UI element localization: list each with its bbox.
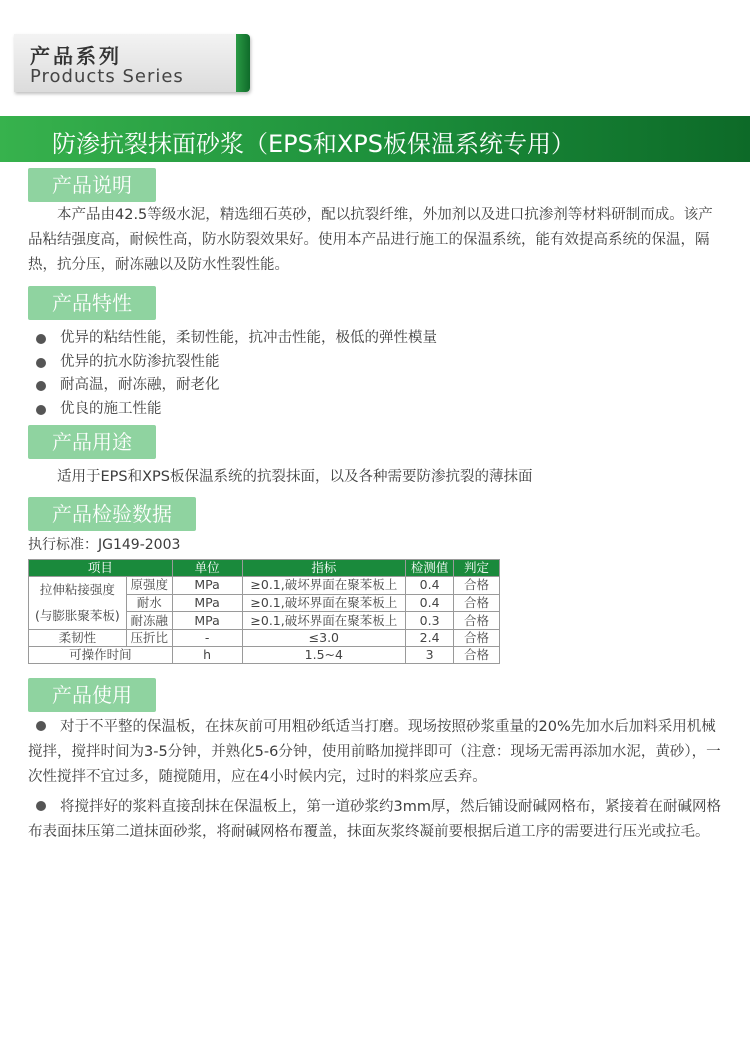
- series-title-en: Products Series: [30, 66, 184, 87]
- feature-text: 优异的粘结性能，柔韧性能，抗冲击性能，极低的弹性模量: [60, 330, 437, 346]
- feature-item: [36, 398, 726, 422]
- table-header-row: [29, 560, 500, 577]
- section-tag-features: 产品特性: [28, 286, 156, 320]
- group-label-a: 拉伸粘接强度: [39, 582, 115, 597]
- sub-item: 耐冻融: [126, 612, 172, 630]
- workable-label: 可操作时间: [29, 647, 173, 664]
- col-header-spec: 指标: [242, 560, 406, 577]
- bullet-icon: [36, 405, 46, 415]
- result-cell: 合格: [454, 612, 500, 630]
- inspection-table: [28, 559, 500, 664]
- feature-item: [36, 351, 726, 375]
- unit-cell: MPa: [172, 612, 242, 630]
- features-list: [36, 327, 726, 421]
- sub-item: 耐水: [126, 594, 172, 612]
- result-cell: 合格: [454, 594, 500, 612]
- result-cell: 合格: [454, 577, 500, 595]
- col-header-item: 项目: [29, 560, 173, 577]
- spec-cell: ≥0.1,破坏界面在聚苯板上: [242, 612, 406, 630]
- series-header: [14, 34, 250, 92]
- unit-cell: h: [172, 647, 242, 664]
- flex-label: 柔韧性: [29, 630, 127, 647]
- usage-text: 将搅拌好的浆料直接刮抹在保温板上，第一道砂浆约3mm厚，然后铺设耐碱网格布，紧接着在耐碱网格布表面抹压第二道抹面砂浆，将耐碱网格布覆盖，抹面灰浆终凝前要根据后道工序的需要进行压光或拉毛。: [28, 799, 721, 840]
- feature-item: [36, 327, 726, 351]
- result-cell: 合格: [454, 630, 500, 647]
- section-tag-application: 产品用途: [28, 425, 156, 459]
- value-cell: 3: [406, 647, 454, 664]
- spec-cell: 1.5~4: [242, 647, 406, 664]
- col-header-result: 判定: [454, 560, 500, 577]
- usage-text: 对于不平整的保温板，在抹灰前可用粗砂纸适当打磨。现场按照砂浆重量的20%先加水后加料采用机械搅拌，搅拌时间为3-5分钟，并熟化5-6分钟，使用前略加搅拌即可（注意：现场无需再添加水泥，黄砂），一次性搅拌不宜过多，随搅随用，应在4小时候内完，过时的料浆应丢弃。: [28, 719, 721, 785]
- spec-cell: ≥0.1,破坏界面在聚苯板上: [242, 577, 406, 595]
- table-row: [29, 630, 500, 647]
- section-tag-description: 产品说明: [28, 168, 156, 202]
- product-banner: [0, 116, 750, 162]
- table-row: [29, 577, 500, 595]
- description-text: 本产品由42.5等级水泥，精选细石英砂，配以抗裂纤维，外加剂以及进口抗渗剂等材料研制而成。该产品粘结强度高，耐候性高，防水防裂效果好。使用本产品进行施工的保温系统，能有效提高系统的保温，隔热，抗分压，耐冻融以及防水性裂性能。: [28, 207, 713, 273]
- unit-cell: MPa: [172, 594, 242, 612]
- usage-item: [28, 715, 722, 790]
- sub-item: 原强度: [126, 577, 172, 595]
- feature-text: 优异的抗水防渗抗裂性能: [60, 353, 220, 370]
- spec-cell: ≥0.1,破坏界面在聚苯板上: [242, 594, 406, 612]
- application-text: 适用于EPS和XPS板保温系统的抗裂抹面，以及各种需要防渗抗裂的薄抹面: [57, 469, 533, 485]
- sub-item: 压折比: [126, 630, 172, 647]
- col-header-unit: 单位: [172, 560, 242, 577]
- bullet-icon: [36, 334, 46, 344]
- value-cell: 0.3: [406, 612, 454, 630]
- bullet-icon: [36, 358, 46, 368]
- feature-text: 耐高温，耐冻融，耐老化: [60, 377, 220, 393]
- bullet-icon: [36, 721, 46, 731]
- group-label-cell: [29, 577, 127, 630]
- bullet-icon: [36, 381, 46, 391]
- feature-item: [36, 374, 726, 398]
- unit-cell: MPa: [172, 577, 242, 595]
- value-cell: 0.4: [406, 577, 454, 595]
- spec-cell: ≤3.0: [242, 630, 406, 647]
- standard-text: 执行标准：JG149-2003: [28, 537, 181, 553]
- section-tag-inspection: 产品检验数据: [28, 497, 196, 531]
- product-title: 防渗抗裂抹面砂浆（EPS和XPS板保温系统专用）: [52, 130, 576, 158]
- section-tag-usage: 产品使用: [28, 678, 156, 712]
- bullet-icon: [36, 801, 46, 811]
- table-row: [29, 647, 500, 664]
- group-label-b: (与膨胀聚苯板): [35, 608, 120, 623]
- value-cell: 2.4: [406, 630, 454, 647]
- value-cell: 0.4: [406, 594, 454, 612]
- result-cell: 合格: [454, 647, 500, 664]
- unit-cell: -: [172, 630, 242, 647]
- series-title-cn: 产品系列: [30, 44, 122, 68]
- usage-item: [28, 795, 722, 845]
- feature-text: 优良的施工性能: [60, 400, 162, 417]
- col-header-value: 检测值: [406, 560, 454, 577]
